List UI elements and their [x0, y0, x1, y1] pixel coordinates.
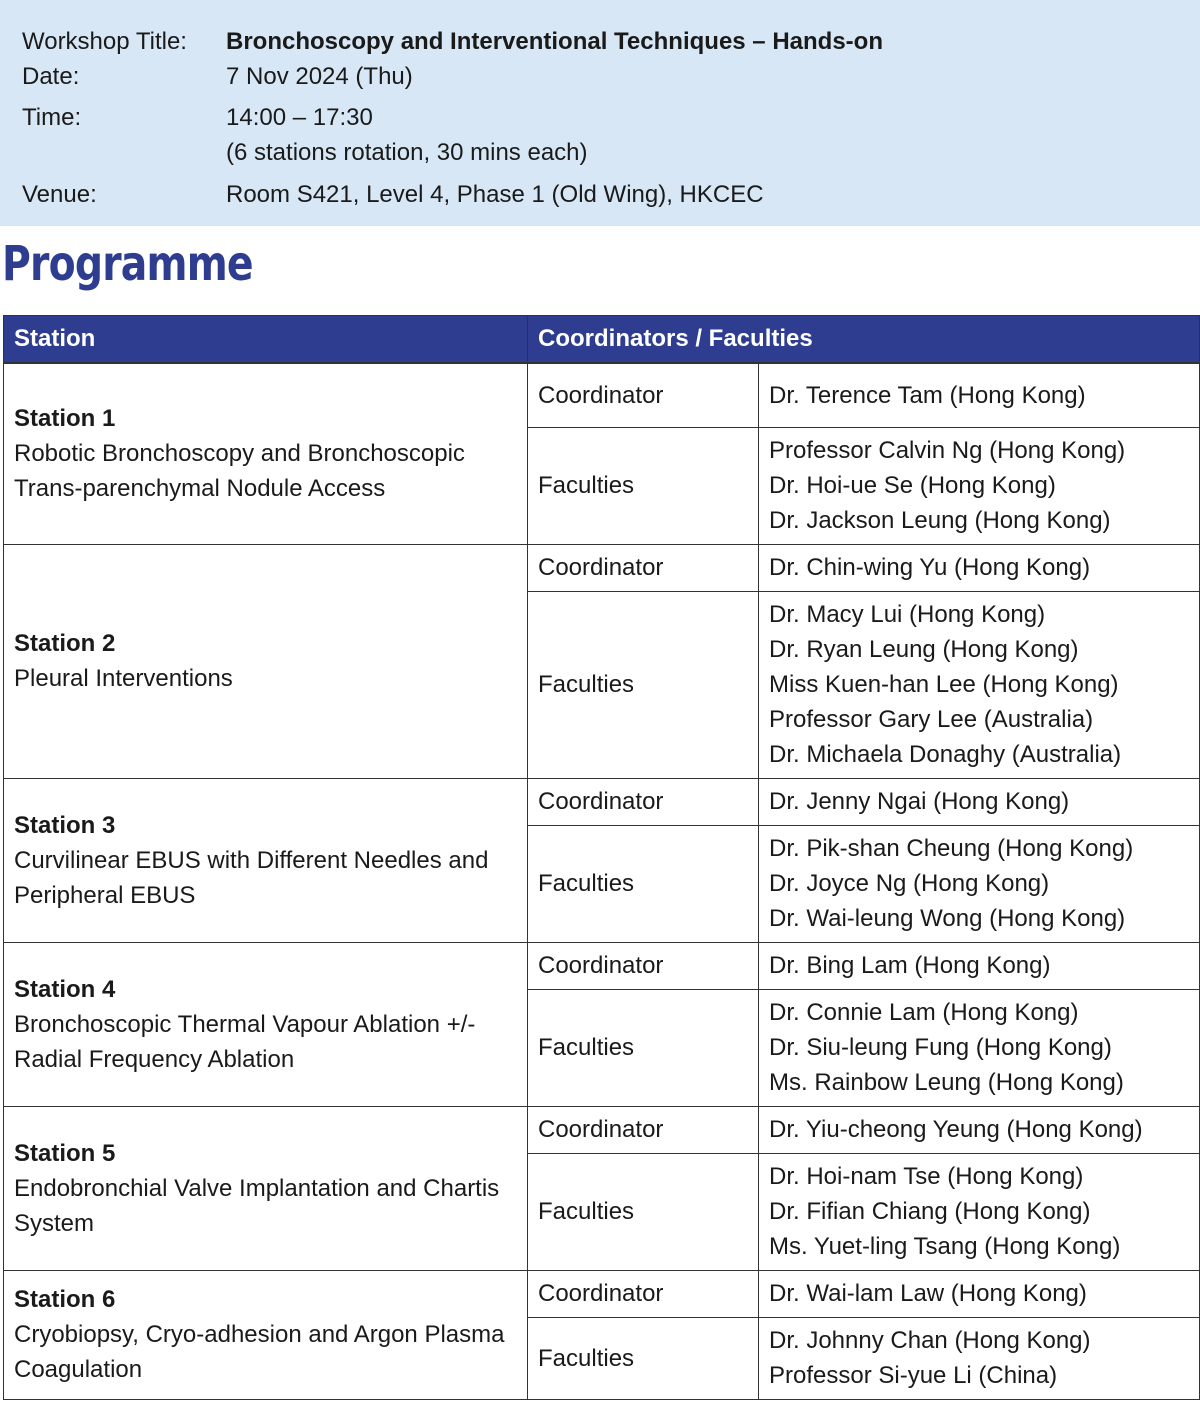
faculty-name: Dr. Joyce Ng (Hong Kong) — [769, 870, 1050, 897]
station-3-desc: Curvilinear EBUS with Different Needles and Peripheral EBUS — [14, 846, 489, 909]
station-1-coordinator: Dr. Terence Tam (Hong Kong) — [759, 363, 1200, 427]
station-1-desc: Robotic Bronchoscopy and Bronchoscopic Trans-parenchymal Nodule Access — [14, 440, 465, 503]
faculty-name: Dr. Jackson Leung (Hong Kong) — [769, 507, 1111, 534]
time-note: (6 stations rotation, 30 mins each) — [226, 139, 588, 166]
faculty-name: Dr. Hoi-nam Tse (Hong Kong) — [769, 1163, 1084, 1190]
faculty-name: Dr. Fifian Chiang (Hong Kong) — [769, 1198, 1091, 1225]
station-6-coordinator-row — [4, 1270, 1200, 1317]
programme-table — [3, 315, 1200, 1400]
station-6-coordinator: Dr. Wai-lam Law (Hong Kong) — [759, 1270, 1200, 1317]
station-6-name: Station 6 — [14, 1286, 116, 1313]
faculty-name: Dr. Hoi-ue Se (Hong Kong) — [769, 472, 1056, 499]
faculty-name: Dr. Macy Lui (Hong Kong) — [769, 601, 1046, 628]
workshop-info-box — [0, 0, 1200, 226]
faculties-label: Faculties — [528, 427, 759, 544]
station-2-coordinator: Dr. Chin-wing Yu (Hong Kong) — [759, 544, 1200, 591]
venue-value: Room S421, Level 4, Phase 1 (Old Wing), HKCEC — [226, 181, 764, 208]
programme-heading: Programme — [2, 236, 253, 292]
station-3-name: Station 3 — [14, 811, 116, 839]
station-4-coordinator-row — [4, 942, 1200, 989]
faculty-name: Ms. Rainbow Leung (Hong Kong) — [769, 1069, 1124, 1096]
coordinator-label: Coordinator — [528, 942, 759, 989]
coordinator-label: Coordinator — [528, 778, 759, 825]
station-4-coordinator: Dr. Bing Lam (Hong Kong) — [759, 942, 1200, 989]
station-5-coordinator: Dr. Yiu-cheong Yeung (Hong Kong) — [759, 1106, 1200, 1153]
faculty-name: Dr. Johnny Chan (Hong Kong) — [769, 1327, 1091, 1354]
faculty-name: Dr. Pik-shan Cheung (Hong Kong) — [769, 835, 1134, 862]
station-2-name: Station 2 — [14, 630, 116, 657]
time-value: 14:00 – 17:30 — [226, 104, 373, 131]
coordinator-label: Coordinator — [528, 544, 759, 591]
station-3-faculties — [759, 825, 1200, 942]
station-2-coordinator-row — [4, 544, 1200, 591]
workshop-title-label: Workshop Title: — [22, 28, 187, 55]
faculty-name: Dr. Michaela Donaghy (Australia) — [769, 741, 1122, 768]
station-1-coordinator-row — [4, 363, 1200, 427]
table-header-row — [4, 316, 1200, 364]
date-value: 7 Nov 2024 (Thu) — [226, 63, 413, 90]
faculty-name: Miss Kuen-han Lee (Hong Kong) — [769, 671, 1119, 698]
station-1-name: Station 1 — [14, 405, 116, 433]
station-2-cell — [4, 544, 528, 778]
station-4-cell — [4, 942, 528, 1106]
coordinator-label: Coordinator — [528, 1270, 759, 1317]
coordinator-label: Coordinator — [528, 363, 759, 427]
station-6-desc: Cryobiopsy, Cryo-adhesion and Argon Plasma Coagulation — [14, 1321, 505, 1383]
faculty-name: Ms. Yuet-ling Tsang (Hong Kong) — [769, 1233, 1121, 1260]
date-label: Date: — [22, 63, 80, 90]
station-2-desc: Pleural Interventions — [14, 665, 233, 692]
faculties-label: Faculties — [528, 1317, 759, 1399]
station-4-faculties — [759, 989, 1200, 1106]
venue-label: Venue: — [22, 181, 97, 208]
faculty-name: Dr. Ryan Leung (Hong Kong) — [769, 636, 1079, 663]
coordinator-label: Coordinator — [528, 1106, 759, 1153]
header-coordinators-faculties: Coordinators / Faculties — [528, 316, 1200, 364]
faculty-name: Dr. Siu-leung Fung (Hong Kong) — [769, 1034, 1112, 1061]
station-1-cell — [4, 363, 528, 544]
station-5-coordinator-row — [4, 1106, 1200, 1153]
time-label: Time: — [22, 104, 82, 131]
faculties-label: Faculties — [528, 825, 759, 942]
station-6-faculties — [759, 1317, 1200, 1399]
faculty-name: Dr. Wai-leung Wong (Hong Kong) — [769, 905, 1126, 932]
faculties-label: Faculties — [528, 989, 759, 1106]
station-6-cell — [4, 1270, 528, 1399]
station-3-coordinator: Dr. Jenny Ngai (Hong Kong) — [759, 778, 1200, 825]
faculties-label: Faculties — [528, 591, 759, 778]
station-4-name: Station 4 — [14, 975, 116, 1003]
header-station: Station — [4, 316, 528, 364]
station-2-faculties — [759, 591, 1200, 778]
faculty-name: Professor Gary Lee (Australia) — [769, 706, 1094, 733]
station-4-desc: Bronchoscopic Thermal Vapour Ablation +/- Radial Frequency Ablation — [14, 1010, 476, 1073]
station-5-name: Station 5 — [14, 1139, 116, 1167]
station-5-cell — [4, 1106, 528, 1270]
faculties-label: Faculties — [528, 1153, 759, 1270]
faculty-name: Dr. Connie Lam (Hong Kong) — [769, 999, 1079, 1026]
station-3-coordinator-row — [4, 778, 1200, 825]
station-3-cell — [4, 778, 528, 942]
station-1-faculties — [759, 427, 1200, 544]
station-5-faculties — [759, 1153, 1200, 1270]
station-5-desc: Endobronchial Valve Implantation and Chartis System — [14, 1174, 500, 1237]
faculty-name: Professor Calvin Ng (Hong Kong) — [769, 437, 1126, 464]
faculty-name: Professor Si-yue Li (China) — [769, 1362, 1058, 1389]
workshop-title-value: Bronchoscopy and Interventional Techniques – Hands-on — [226, 28, 883, 55]
